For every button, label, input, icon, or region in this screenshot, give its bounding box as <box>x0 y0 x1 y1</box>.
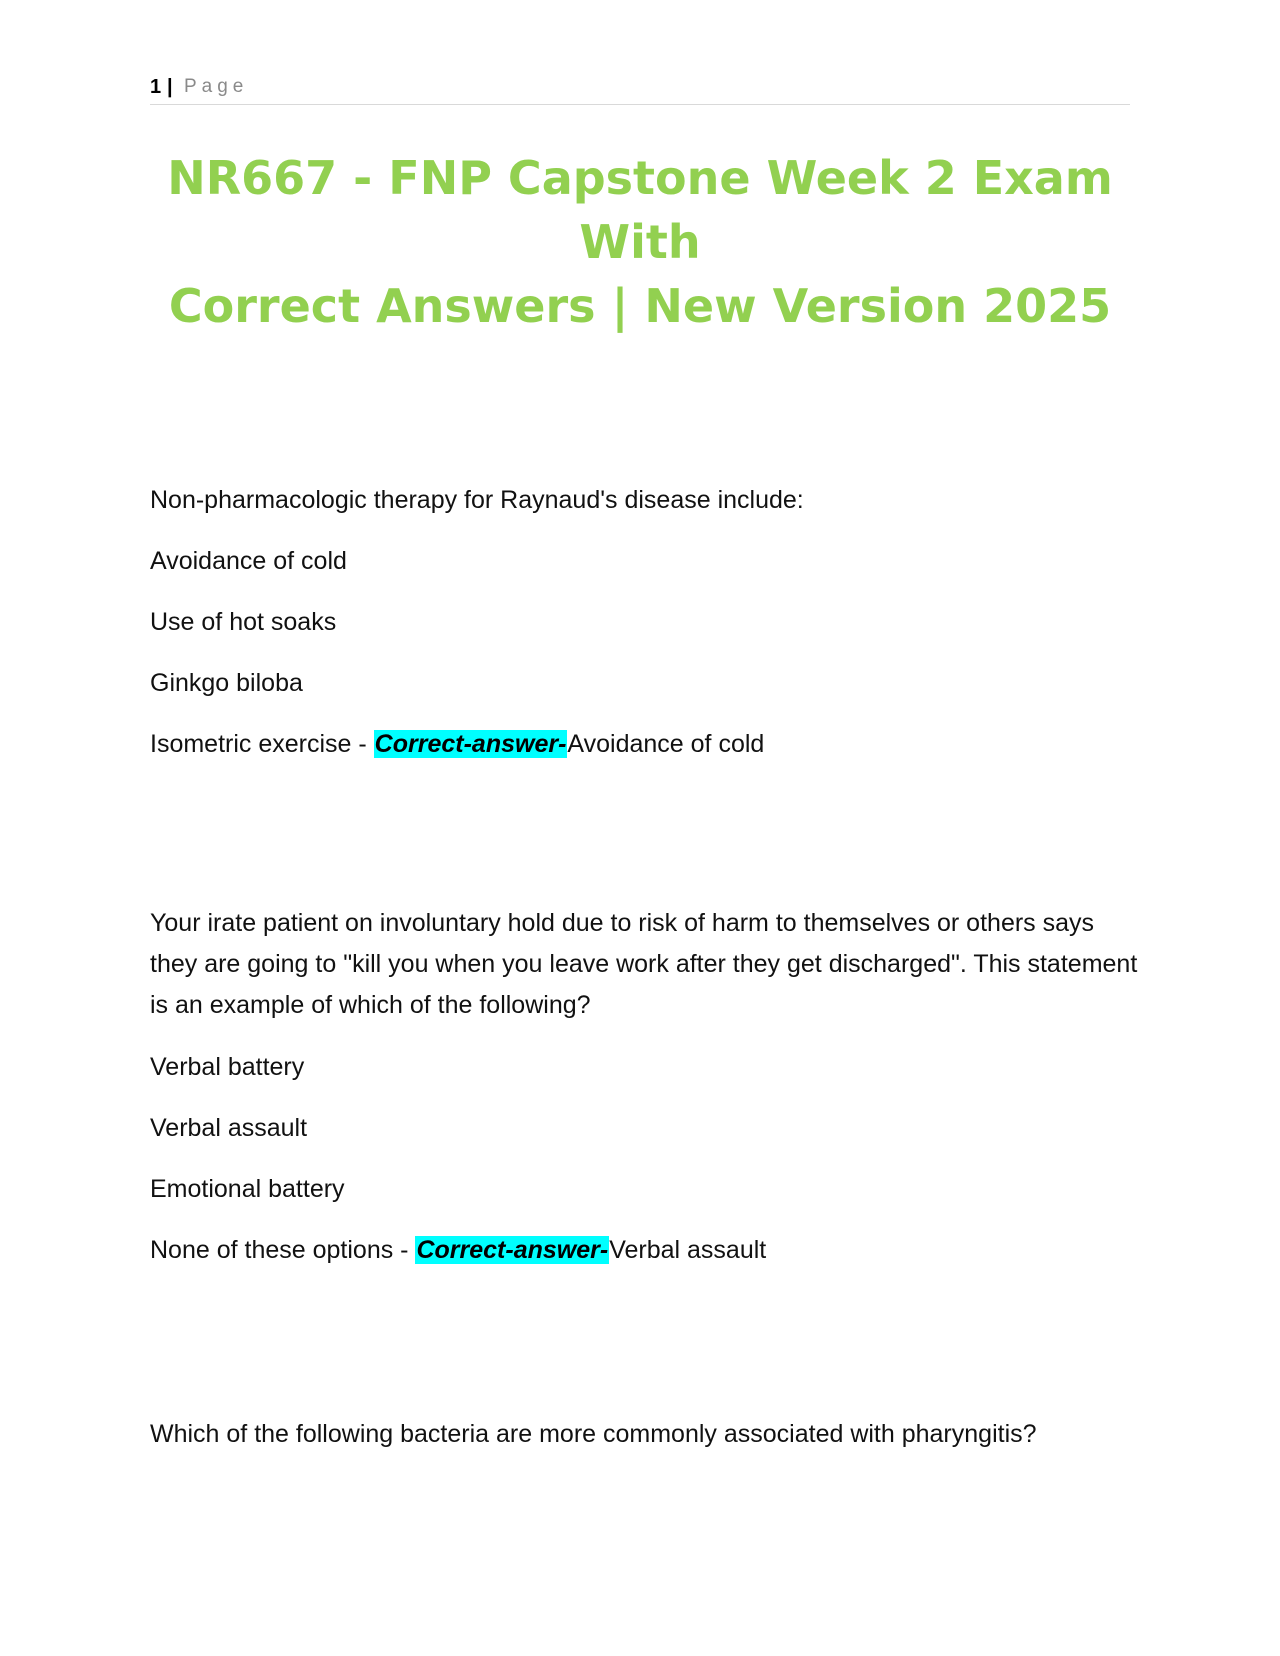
question-1-answer-line <box>150 724 1140 765</box>
question-3-prompt: Which of the following bacteria are more commonly associated with pharyngitis? <box>150 1420 1037 1448</box>
question-2-option-3: Emotional battery <box>150 1175 345 1203</box>
question-2-option-4: None of these options - <box>150 1236 416 1264</box>
correct-answer-highlight: Correct-answer- <box>416 1236 609 1264</box>
question-2-answer: Verbal assault <box>609 1236 767 1264</box>
question-1-prompt: Non-pharmacologic therapy for Raynaud's disease include: <box>150 486 804 514</box>
title-line-2: Correct Answers | New Version 2025 <box>168 279 1112 333</box>
question-2-answer-line <box>150 1230 1140 1271</box>
page-number: 1 <box>150 76 162 98</box>
question-2-prompt: Your irate patient on involuntary hold due to risk of harm to themselves or others says they are going to "kill you when you leave work after they get discharged". This statement is an example of which of the following? <box>150 909 1138 1019</box>
question-2-option-2: Verbal assault <box>150 1114 308 1142</box>
page-label: Page <box>184 76 249 97</box>
document-title <box>150 146 1130 338</box>
question-1-option-1: Avoidance of cold <box>150 547 347 575</box>
question-1-option-4: Isometric exercise - <box>150 730 374 758</box>
page-header <box>150 74 1130 105</box>
title-line-1: NR667 - FNP Capstone Week 2 Exam With <box>167 151 1113 269</box>
question-2-option-1: Verbal battery <box>150 1053 305 1081</box>
correct-answer-highlight: Correct-answer- <box>374 730 567 758</box>
page-separator: | <box>167 76 173 98</box>
question-1-option-3: Ginkgo biloba <box>150 669 303 697</box>
question-1-answer: Avoidance of cold <box>567 730 765 758</box>
question-1-option-2: Use of hot soaks <box>150 608 337 636</box>
